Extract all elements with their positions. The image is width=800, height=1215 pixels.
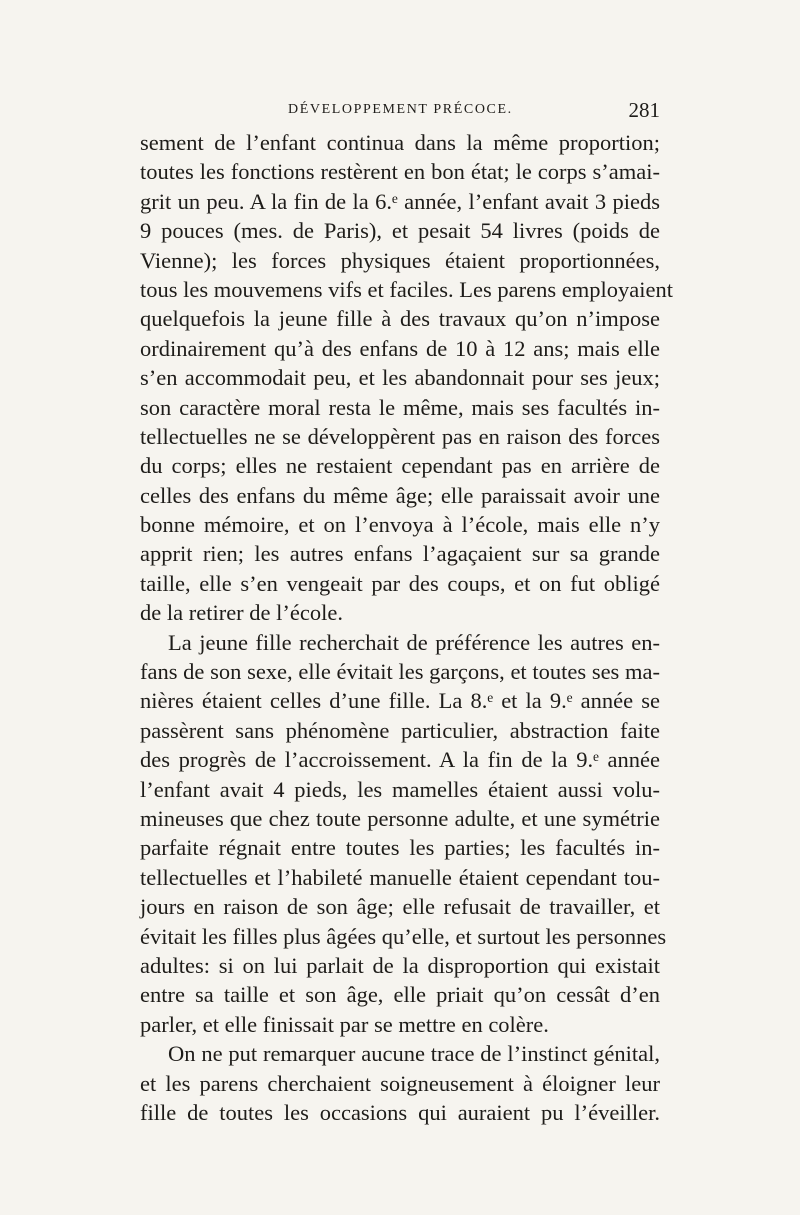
text-line: s’en accommodait peu, et les abandonnait pour ses jeux;	[140, 365, 660, 391]
text-line: grit un peu. A la fin de la 6.ᵉ année, l’enfant avait 3 pieds	[140, 188, 660, 214]
text-line: parfaite régnait entre toutes les parties; les facultés in-	[140, 835, 660, 861]
text-line: adultes: si on lui parlait de la disproportion qui existait	[140, 952, 660, 978]
text-line: taille, elle s’en vengeait par des coups, et on fut obligé	[140, 570, 660, 596]
text-line: fans de son sexe, elle évitait les garçons, et toutes ses ma-	[140, 659, 660, 685]
page-header	[140, 98, 660, 128]
text-line: tellectuelles et l’habileté manuelle étaient cependant tou-	[140, 864, 660, 890]
text-line: sement de l’enfant continua dans la même proportion;	[140, 130, 660, 155]
page-number: 281	[628, 98, 660, 122]
text-line: tellectuelles ne se développèrent pas en raison des forces	[140, 423, 660, 449]
text-line-paragraph-end: parler, et elle finissait par se mettre en colère.	[140, 1011, 549, 1037]
text-line: 9 pouces (mes. de Paris), et pesait 54 livres (poids de	[140, 218, 660, 244]
text-line: fille de toutes les occasions qui auraient pu l’éveiller.	[140, 1099, 660, 1125]
text-line: Vienne); les forces physiques étaient proportionnées,	[140, 247, 660, 273]
text-line: l’enfant avait 4 pieds, les mamelles étaient aussi volu-	[140, 776, 660, 802]
text-line: bonne mémoire, et on l’envoya à l’école, mais elle n’y	[140, 512, 660, 538]
text-line-paragraph-start: On ne put remarquer aucune trace de l’instinct génital,	[168, 1041, 660, 1067]
text-line: entre sa taille et son âge, elle priait qu’on cessât d’en	[140, 982, 660, 1008]
text-line: du corps; elles ne restaient cependant pas en arrière de	[140, 453, 660, 479]
running-title: DÉVELOPPEMENT PRÉCOCE.	[288, 102, 513, 117]
text-line-paragraph-end: de la retirer de l’école.	[140, 600, 343, 626]
text-line: évitait les filles plus âgées qu’elle, et surtout les personnes	[140, 923, 667, 949]
text-line: tous les mouvemens vifs et faciles. Les parens employaient	[140, 276, 673, 302]
text-line: quelquefois la jeune fille à des travaux qu’on n’impose	[140, 306, 660, 332]
text-line: son caractère moral resta le même, mais ses facultés in-	[140, 394, 660, 420]
text-line: et les parens cherchaient soigneusement à éloigner leur	[140, 1070, 660, 1096]
text-line: ordinairement qu’à des enfans de 10 à 12 ans; mais elle	[140, 335, 660, 361]
text-line: mineuses que chez toute personne adulte, et une symétrie	[140, 805, 660, 831]
text-line: jours en raison de son âge; elle refusait de travailler, et	[140, 894, 660, 920]
text-line: passèrent sans phénomène particulier, abstraction faite	[140, 717, 660, 743]
text-line: celles des enfans du même âge; elle paraissait avoir une	[140, 482, 660, 508]
text-line: toutes les fonctions restèrent en bon état; le corps s’amai-	[140, 159, 660, 185]
text-line-paragraph-start: La jeune fille recherchait de préférence les autres en-	[168, 629, 660, 655]
body-text	[140, 128, 673, 1127]
text-line: apprit rien; les autres enfans l’agaçaient sur sa grande	[140, 541, 660, 567]
text-line: des progrès de l’accroissement. A la fin de la 9.ᵉ année	[140, 747, 660, 773]
text-line: nières étaient celles d’une fille. La 8.ᵉ et la 9.ᵉ année se	[140, 688, 660, 714]
